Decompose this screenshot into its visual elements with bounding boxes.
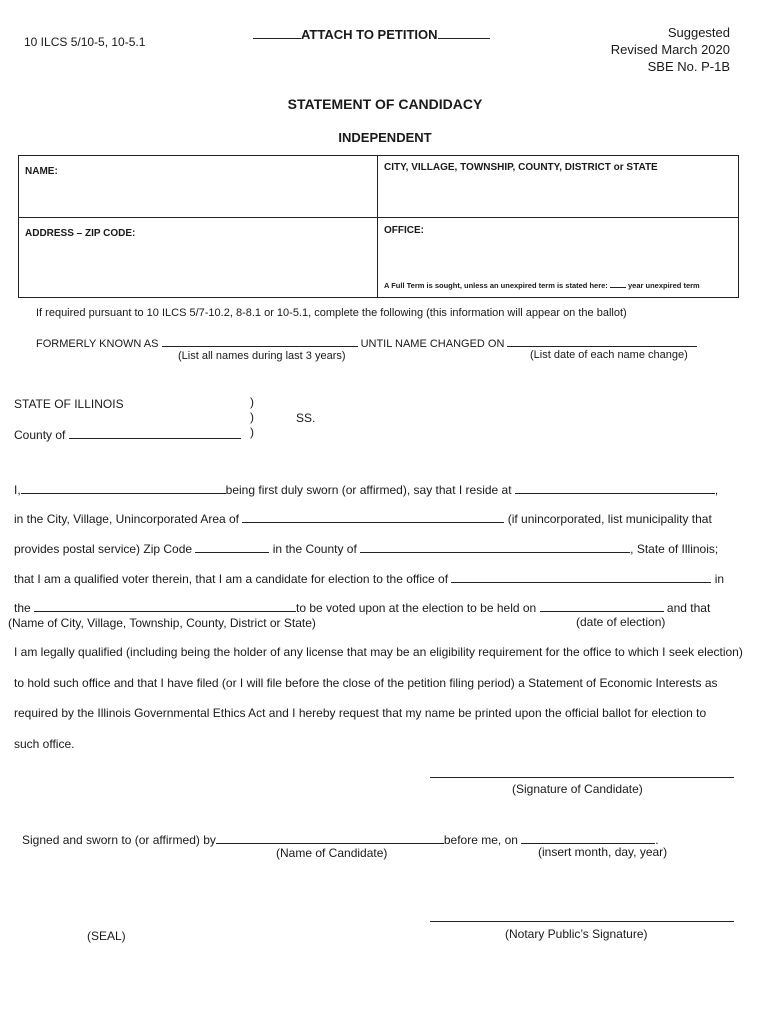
municipality-field[interactable] <box>242 511 504 523</box>
statute-reference: 10 ILCS 5/10-5, 10-5.1 <box>24 35 146 49</box>
candidate-name-field[interactable] <box>21 482 226 494</box>
oath-para-1: I am legally qualified (including being the holder of any license that may be an eligibility requirement for the office to which I seek election) <box>14 645 743 659</box>
unexpired-term-field[interactable] <box>610 280 626 288</box>
oath-line-5: the to be voted upon at the election to be held on and that <box>14 601 711 615</box>
sworn-date-hint: (insert month, day, year) <box>538 845 668 859</box>
candidate-signature-line[interactable] <box>430 777 734 778</box>
name-cell[interactable] <box>19 156 378 218</box>
venue-brackets: ) ) ) <box>250 395 254 439</box>
zip-code-field[interactable] <box>195 541 269 553</box>
city-label: CITY, VILLAGE, TOWNSHIP, COUNTY, DISTRICT or STATE <box>384 162 658 173</box>
attach-line-left <box>253 27 301 39</box>
oath-para-4: such office. <box>14 737 75 751</box>
ss-label: SS. <box>296 411 316 425</box>
address-label: ADDRESS – ZIP CODE: <box>25 228 136 239</box>
formerly-known-row: FORMERLY KNOWN AS UNTIL NAME CHANGED ON <box>36 335 697 350</box>
candidate-signature-label: (Signature of Candidate) <box>512 782 643 796</box>
office-label: OFFICE: <box>384 225 424 236</box>
signed-sworn-row: Signed and sworn to (or affirmed) by before me, on . <box>22 833 659 847</box>
city-cell[interactable] <box>378 156 739 218</box>
oath-line-3: provides postal service) Zip Code in the County of , State of Illinois; <box>14 542 719 556</box>
oath-line-4: that I am a qualified voter therein, that I am a candidate for election to the office of in <box>14 572 725 586</box>
office-sought-field[interactable] <box>451 571 711 583</box>
dates-hint: (List date of each name change) <box>530 349 688 361</box>
name-change-date-field[interactable] <box>507 335 697 347</box>
election-place-field[interactable] <box>34 600 296 612</box>
term-note: A Full Term is sought, unless an unexpired term is stated here: year unexpired term <box>384 281 700 290</box>
oath-line-1: I, being first duly sworn (or affirmed), say that I reside at , <box>14 483 719 497</box>
county-row: County of <box>14 427 241 442</box>
attach-line-right <box>438 27 490 39</box>
revised-date: Revised March 2020 <box>610 42 730 57</box>
form-number: SBE No. P-1B <box>647 59 730 74</box>
page-subtitle: INDEPENDENT <box>338 130 432 145</box>
election-date-field[interactable] <box>540 600 664 612</box>
residence-county-field[interactable] <box>360 541 630 553</box>
sworn-name-hint: (Name of Candidate) <box>276 846 388 860</box>
candidate-info-table <box>18 155 739 298</box>
notary-signature-line[interactable] <box>430 921 734 922</box>
office-cell[interactable] <box>378 218 739 298</box>
former-name-note: If required pursuant to 10 ILCS 5/7-10.2, 8-8.1 or 10-5.1, complete the following (this information will appear on the ballot) <box>36 307 627 319</box>
oath-line-2: in the City, Village, Unincorporated Area of (if unincorporated, list municipality that <box>14 512 712 526</box>
oath-para-2: to hold such office and that I have filed (or I will file before the close of the petition filing period) a Statement of Economic Interests as <box>14 676 718 690</box>
names-hint: (List all names during last 3 years) <box>178 350 346 362</box>
election-date-hint: (date of election) <box>576 615 666 629</box>
oath-para-3: required by the Illinois Governmental Ethics Act and I hereby request that my name be printed upon the official ballot for election to <box>14 706 707 720</box>
suggested-label: Suggested <box>667 25 730 40</box>
sworn-date-field[interactable] <box>521 832 655 844</box>
county-field[interactable] <box>69 427 241 439</box>
name-label: NAME: <box>25 166 58 177</box>
seal-label: (SEAL) <box>87 929 126 943</box>
form-revision-block <box>611 24 730 75</box>
address-cell[interactable] <box>19 218 378 298</box>
page-title: STATEMENT OF CANDIDACY <box>287 96 483 112</box>
notary-signature-label: (Notary Public’s Signature) <box>505 927 648 941</box>
sworn-candidate-name-field[interactable] <box>216 832 444 844</box>
residence-field[interactable] <box>515 482 715 494</box>
election-place-hint: (Name of City, Village, Township, County, District or State) <box>8 616 316 630</box>
state-of-illinois: STATE OF ILLINOIS <box>14 397 124 411</box>
attach-to-petition: ATTACH TO PETITION <box>253 27 490 42</box>
formerly-known-field[interactable] <box>162 335 358 347</box>
